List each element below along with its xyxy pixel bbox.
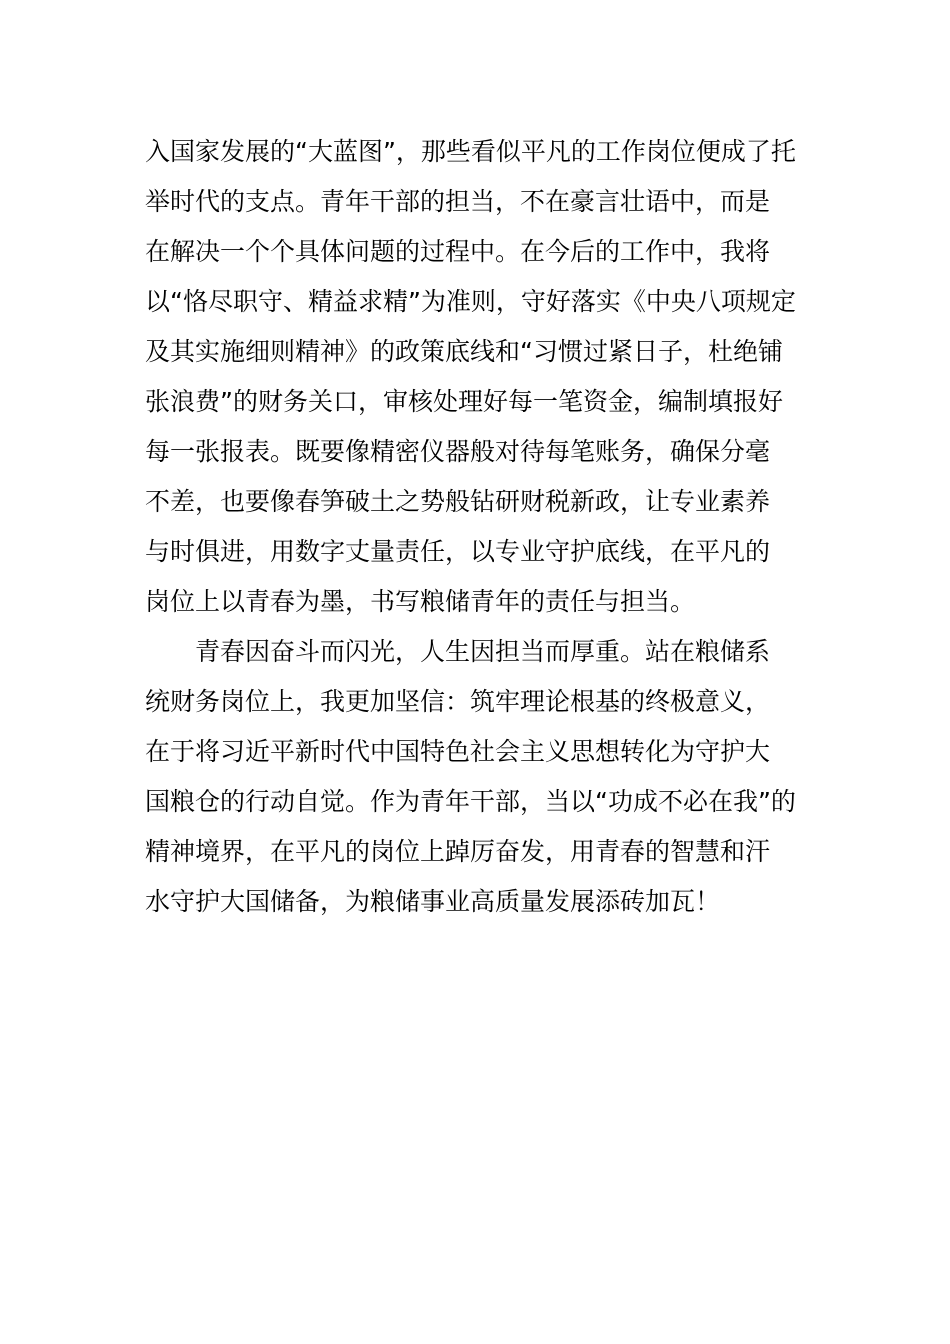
text-line: 精神境界，在平凡的岗位上踔厉奋发，用青春的智慧和汗 [145,837,771,866]
text-line: 与时俱进，用数字丈量责任，以专业守护底线，在平凡的 [145,537,771,566]
text-line: 不差，也要像春笋破土之势般钻研财税新政，让专业素养 [145,487,771,516]
text-line: 入国家发展的“大蓝图”，那些看似平凡的工作岗位便成了托 [145,137,796,166]
text-line: 张浪费”的财务关口，审核处理好每一笔资金，编制填报好 [145,387,783,416]
text-line: 及其实施细则精神》的政策底线和“习惯过紧日子，杜绝铺 [145,337,783,366]
paragraph-2 [145,627,810,927]
text-line: 在解决一个个具体问题的过程中。在今后的工作中，我将 [145,237,771,266]
text-line: 举时代的支点。青年干部的担当，不在豪言壮语中，而是 [145,187,771,216]
text-line-first-indented: 青春因奋斗而闪光，人生因担当而厚重。站在粮储系 [195,637,771,666]
text-line: 统财务岗位上，我更加坚信：筑牢理论根基的终极意义， [145,687,771,716]
text-line: 每一张报表。既要像精密仪器般对待每笔账务，确保分毫 [145,437,771,466]
document-body [145,127,810,927]
text-line: 岗位上以青春为墨，书写粮储青年的责任与担当。 [145,587,696,616]
text-line: 在于将习近平新时代中国特色社会主义思想转化为守护大 [145,737,771,766]
text-line: 水守护大国储备，为粮储事业高质量发展添砖加瓦！ [145,887,721,916]
paragraph-1 [145,127,810,627]
text-line: 以“恪尽职守、精益求精”为准则，守好落实《中央八项规定 [145,287,796,316]
text-line: 国粮仓的行动自觉。作为青年干部，当以“功成不必在我”的 [145,787,796,816]
